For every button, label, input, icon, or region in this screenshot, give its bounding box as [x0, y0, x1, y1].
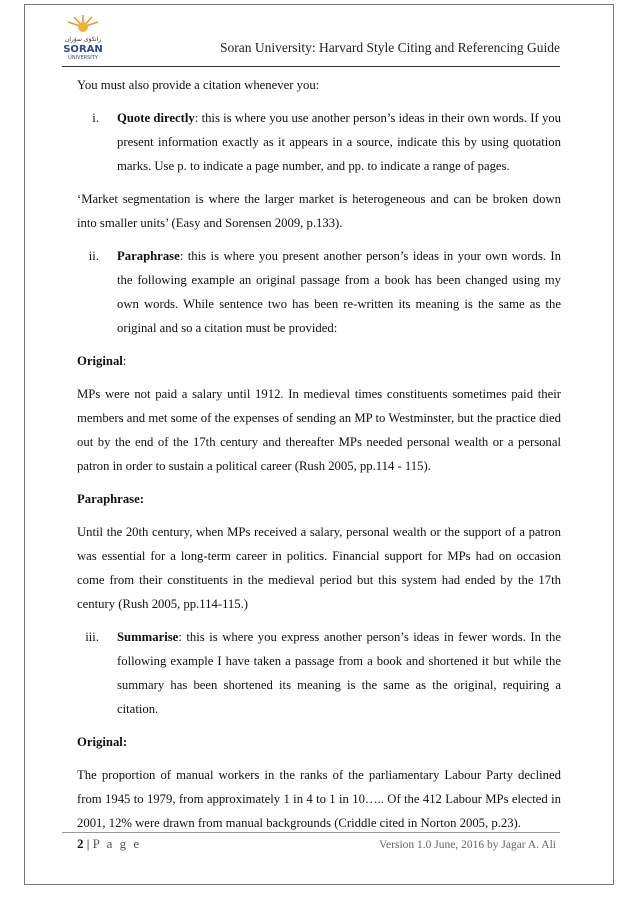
list-item-paraphrase: ii. Paraphrase: this is where you present another person’s ideas in your own words. In the following example an original passage from a book has been changed using my own words. While sentence two has been re-written its meaning is the same as the original and so a citation must be provided: [77, 244, 561, 340]
soran-university-logo [58, 13, 108, 63]
quote-example: ‘Market segmentation is where the larger market is heterogeneous and can be broken down into smaller units’ (Easy and Sorensen 2009, p.133). [77, 192, 561, 230]
footer-page-number: 2 | P a g e [77, 836, 142, 851]
list-number: i. [92, 111, 99, 125]
intro-paragraph: You must also provide a citation whenever you: [77, 78, 320, 92]
footer-version: Version 1.0 June, 2016 by Jagar A. Ali [379, 839, 556, 851]
original-heading-2: Original: [77, 735, 128, 749]
list-term: Summarise [117, 630, 179, 644]
list-text: this is where you present another person’s ideas in your own words. In the following example an original passage from a book has been changed using my own words. While sentence two has been re-written its meaning is the same as the original and so a citation must be provided: [117, 249, 561, 335]
original-text-1: MPs were not paid a salary until 1912. In medieval times constituents sometimes paid their members and met some of the expenses of sending an MP to Westminster, but the practice died out by the end of the 17th century and thereafter MPs needed personal wealth or a personal patron in order to sustain a political career (Rush 2005, pp.114 - 115). [77, 387, 561, 473]
original-text-2: The proportion of manual workers in the ranks of the parliamentary Labour Party declined from 1945 to 1979, from approximately 1 in 4 to 1 in 10….. Of the 412 Labour MPs elected in 2001, 12% were drawn from manual backgrounds (Criddle cited in Norton 2005, p.23). [77, 768, 561, 830]
header-rule [62, 66, 560, 67]
page-content [77, 73, 561, 844]
original-heading-1: Original: [77, 354, 127, 368]
paraphrase-text: Until the 20th century, when MPs received a salary, personal wealth or the support of a patron was essential for a long-term career in politics. Financial support for MPs had on occasion come from their constituents in the medieval period but this system had ended by the 17th century (Rush 2005, pp.114-115.) [77, 525, 561, 611]
list-term: Paraphrase [117, 249, 180, 263]
logo-text-sub: UNIVERSITY [68, 55, 98, 61]
list-item-summarise: iii. Summarise: this is where you express another person’s ideas in fewer words. In the following example I have taken a passage from a book and shortened it but while the summary has been shortened its meaning is the same as the original, requiring a citation. [77, 625, 561, 721]
logo-text-main: SORAN [63, 44, 103, 55]
list-item-quote: i. Quote directly: this is where you use another person’s ideas in their own words. If you present information exactly as it appears in a source, indicate this by using quotation marks. Use p. to indicate a page number, and pp. to indicate a range of pages. [77, 106, 561, 178]
logo-text-top: زانكۆی سۆران [64, 36, 102, 43]
list-number: ii. [88, 249, 99, 263]
list-term: Quote directly [117, 111, 195, 125]
footer-rule [62, 832, 560, 833]
paraphrase-heading: Paraphrase: [77, 492, 144, 506]
list-number: iii. [85, 630, 99, 644]
list-text: this is where you express another person’s ideas in fewer words. In the following example I have taken a passage from a book and shortened it but while the summary has been shortened its meaning is the same as the original, requiring a citation. [117, 630, 561, 716]
list-text: this is where you use another person’s ideas in their own words. If you present information exactly as it appears in a source, indicate this by using quotation marks. Use p. to indicate a page number, and pp. to indicate a range of pages. [117, 111, 561, 173]
header-title: Soran University: Harvard Style Citing and Referencing Guide [219, 40, 560, 55]
